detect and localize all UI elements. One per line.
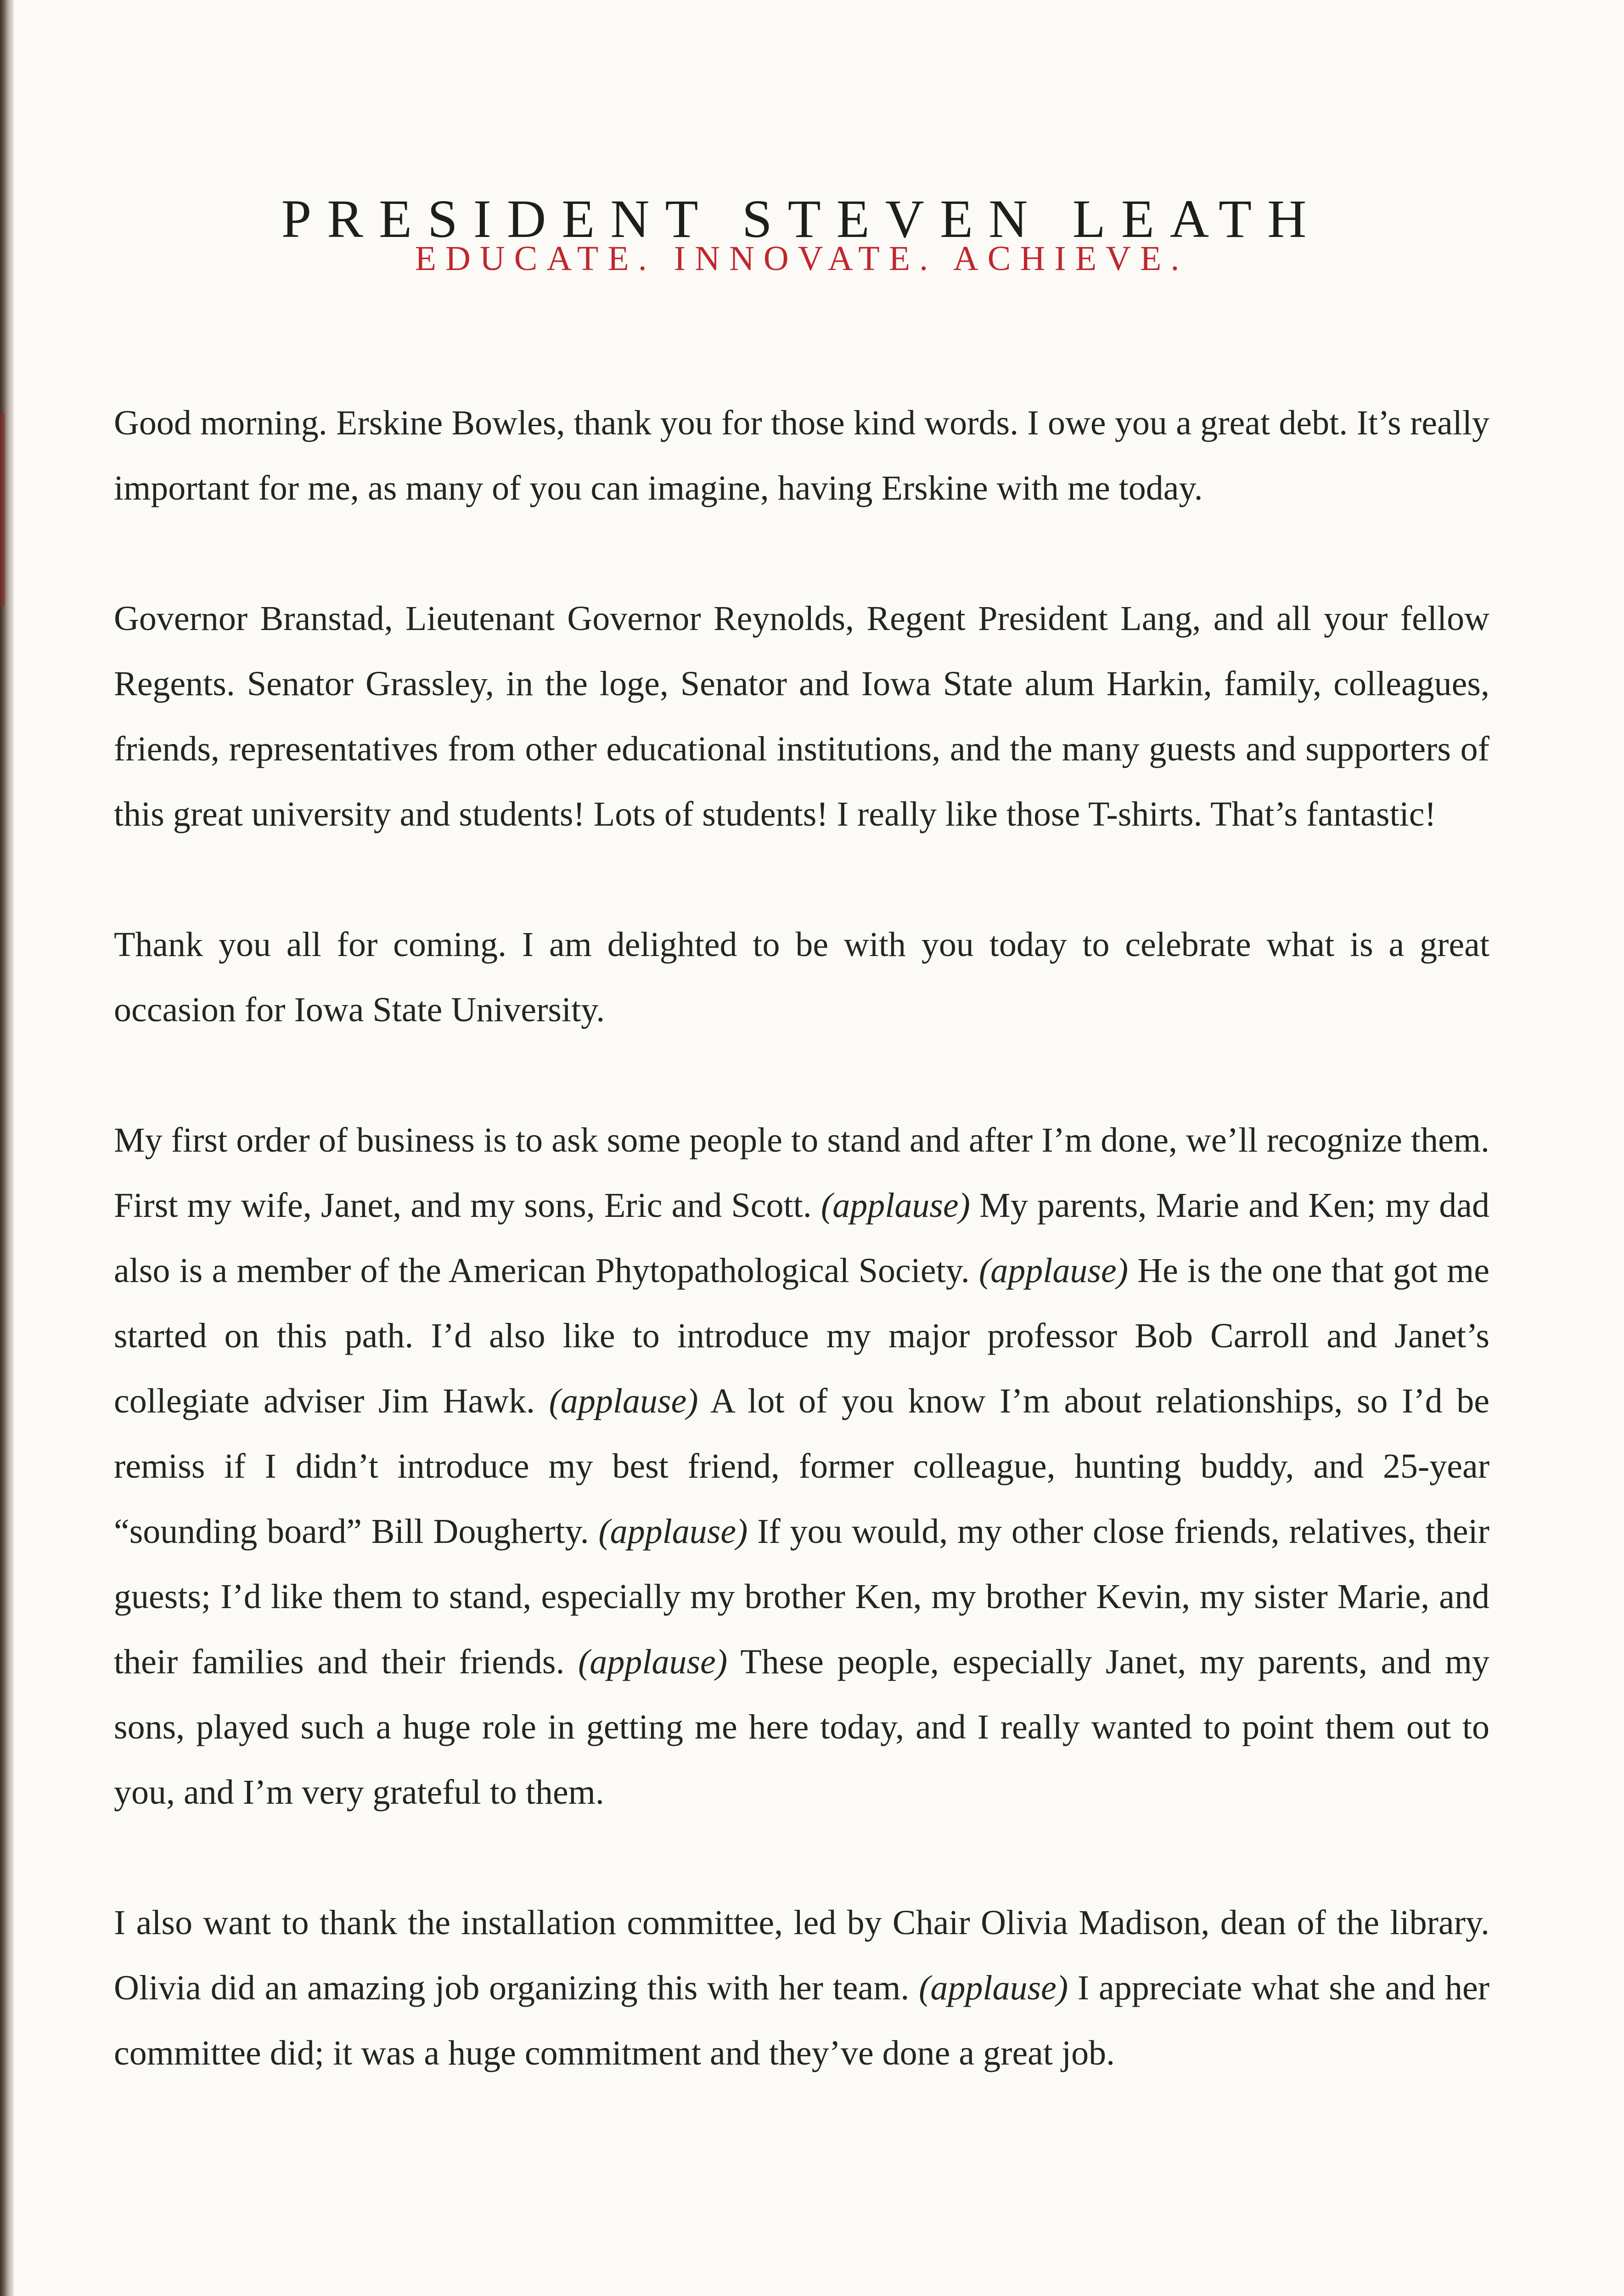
page-subtitle: EDUCATE. INNOVATE. ACHIEVE. bbox=[415, 239, 1189, 278]
paragraph-text: My first order of business is to ask some people to stand and after I’m done, we’ll recognize them. First my wife, Janet, and my sons, Eric and Scott. bbox=[114, 1121, 1489, 1225]
paragraph-text: Governor Branstad, Lieutenant Governor Reynolds, Regent President Lang, and all your fellow Regents. Senator Grassley, in the loge, Senator and Iowa State alum Harkin, family, colleagues, friends, representatives from other educational institutions, and the many guests and supporters of this great university and students! Lots of students! I really like those T-shirts. That’s fantastic! bbox=[114, 599, 1489, 833]
speech-paragraph bbox=[114, 912, 1489, 1042]
speech-paragraph bbox=[114, 390, 1489, 521]
applause-note: (applause) bbox=[919, 1969, 1068, 2007]
applause-note: (applause) bbox=[549, 1382, 698, 1420]
binding-ribbon bbox=[0, 413, 5, 606]
applause-note: (applause) bbox=[978, 1251, 1129, 1290]
page-title: PRESIDENT STEVEN LEATH bbox=[281, 189, 1322, 249]
speech-paragraph bbox=[114, 1890, 1489, 2086]
paragraph-text: These people, especially Janet, my parents, and my sons, played such a huge role in getting me here today, and I really wanted to point them out to you, and I’m very grateful to them. bbox=[114, 1643, 1489, 1812]
paragraph-text: If you would, my other close friends, relatives, their guests; I’d like them to stand, especially my brother Ken, my brother Kevin, my sister Marie, and their families and their friends. bbox=[114, 1512, 1489, 1681]
speech-paragraph bbox=[114, 586, 1489, 847]
paragraph-text: Good morning. Erskine Bowles, thank you for those kind words. I owe you a great debt. It’s really important for me, as many of you can imagine, having Erskine with me today. bbox=[114, 404, 1489, 507]
speech-body bbox=[114, 390, 1489, 2086]
paragraph-text: I also want to thank the installation committee, led by Chair Olivia Madison, dean of the library. Olivia did an amazing job organizing this with her team. bbox=[114, 1903, 1489, 2007]
paragraph-text: I appreciate what she and her committee did; it was a huge commitment and they’ve done a great job. bbox=[114, 1969, 1489, 2072]
book-binding-edge bbox=[0, 0, 14, 2296]
applause-note: (applause) bbox=[578, 1643, 728, 1681]
applause-note: (applause) bbox=[598, 1512, 748, 1551]
paragraph-text: My parents, Marie and Ken; my dad also is a member of the American Phytopathological Society. bbox=[114, 1186, 1489, 1290]
document-page bbox=[114, 0, 1489, 2296]
paragraph-text: A lot of you know I’m about relationships, so I’d be remiss if I didn’t introduce my best friend, former colleague, hunting buddy, and 25-year “sounding board” Bill Dougherty. bbox=[114, 1382, 1489, 1551]
applause-note: (applause) bbox=[820, 1186, 970, 1225]
speech-paragraph bbox=[114, 1108, 1489, 1825]
paragraph-text: Thank you all for coming. I am delighted to be with you today to celebrate what is a great occasion for Iowa State University. bbox=[114, 925, 1489, 1029]
paragraph-text: He is the one that got me started on this path. I’d also like to introduce my major professor Bob Carroll and Janet’s collegiate adviser Jim Hawk. bbox=[114, 1251, 1489, 1420]
